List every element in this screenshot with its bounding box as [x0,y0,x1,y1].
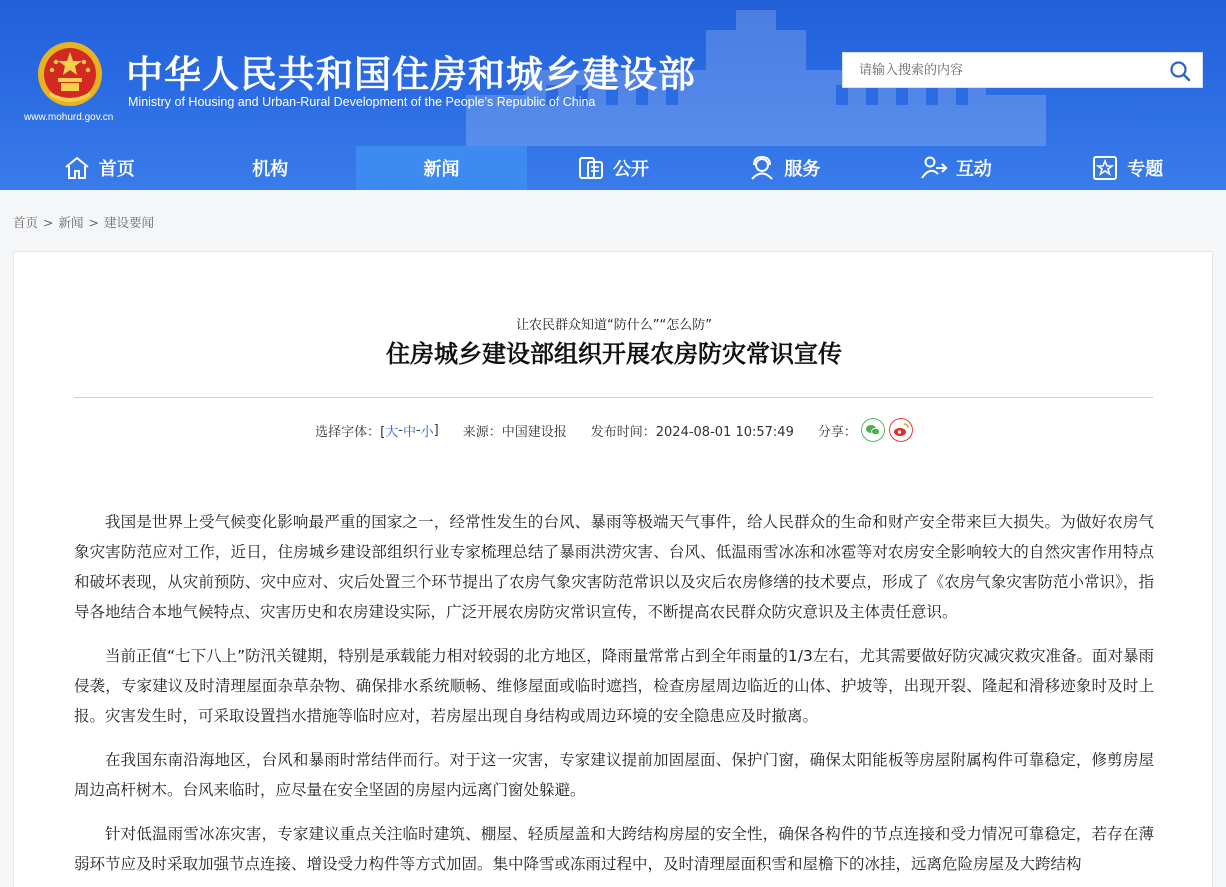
nav-item-news[interactable] [356,146,527,190]
breadcrumb [13,213,154,231]
search-box [842,52,1203,88]
share-label: 分享： [817,424,857,440]
breadcrumb-home[interactable]: 首页 [13,215,39,230]
nav-label: 首页 [98,159,135,180]
article-source: 来源：中国建设报 [462,424,567,440]
document-icon [577,154,605,182]
font-size-label: 选择字体：[ [315,424,386,440]
nav-item-interaction[interactable] [870,146,1041,190]
nav-label: 互动 [955,159,992,180]
breadcrumb-news[interactable]: 新闻 [58,215,84,230]
weibo-share-icon[interactable] [889,418,913,442]
font-small-button[interactable]: 小 [420,424,434,440]
nav-label: 机构 [252,159,289,180]
divider [74,397,1153,398]
nav-item-special-topics[interactable] [1042,146,1213,190]
paragraph: 当前正值“七下八上”防汛关键期，特别是承载能力相对较弱的北方地区，降雨量常常占到全年雨量的1/3左右，尤其需要做好防灾减灾救灾准备。面对暴雨侵袭，专家建议及时清理屋面杂草杂物、确保排水系统顺畅、维修屋面或临时遮挡，检查房屋周边临近的山体、护坡等，出现开裂、隆起和滑移迹象时及时上报。灾害发生时，可采取设置挡水措施等临时应对，若房屋出现自身结构或周边环境的安全隐患应及时撤离。 [74,647,1154,725]
breadcrumb-current[interactable]: 建设要闻 [104,215,155,230]
publish-time: 发布时间：2024-08-01 10:57:49 [590,424,794,440]
nav-label: 服务 [784,159,821,180]
site-title-cn[interactable]: 中华人民共和国住房和城乡建设部 [126,53,696,96]
font-large-button[interactable]: 大 [385,424,399,440]
nav-label: 新闻 [423,159,460,180]
font-separator: - [398,422,403,438]
nav-item-service[interactable] [699,146,870,190]
article-body [74,507,1154,887]
font-separator: - [415,422,421,438]
article-subtitle: 让农民群众知道“防什么”“怎么防” [516,318,712,333]
breadcrumb-separator: > [88,215,99,230]
article-container [13,251,1213,887]
paragraph: 在我国东南沿海地区，台风和暴雨时常结伴而行。对于这一灾害，专家建议提前加固屋面、保护门窗，确保太阳能板等房屋附属构件可靠稳定，修剪房屋周边高杆树木。台风来临时，应尽量在安全坚固的房屋内远离门窗处躲避。 [74,751,1154,799]
home-icon [63,154,91,182]
nav-label: 公开 [612,159,649,180]
star-icon [1091,154,1119,182]
paragraph: 针对低温雨雪冰冻灾害，专家建议重点关注临时建筑、棚屋、轻质屋盖和大跨结构房屋的安全性，确保各构件的节点连接和受力情况可靠稳定，若存在薄弱环节应及时采取加强节点连接、增设受力构件等方式加固。集中降雪或冻雨过程中，及时清理屋面积雪和屋檐下的冰挂，远离危险房屋及大跨结构 [74,825,1154,873]
site-url: www.mohurd.gov.cn [24,112,114,123]
nav-item-public[interactable] [527,146,698,190]
font-size-close: ] [433,422,439,438]
nav-item-home[interactable] [13,146,184,190]
breadcrumb-separator: > [43,215,54,230]
search-input[interactable] [843,53,1153,87]
paragraph: 我国是世界上受气候变化影响最严重的国家之一，经常性发生的台风、暴雨等极端天气事件，给人民群众的生命和财产安全带来巨大损失。为做好农房气象灾害防范应对工作，近日，住房城乡建设部组织行业专家梳理总结了暴雨洪涝灾害、台风、低温雨雪冰冻和冰雹等对农房安全影响较大的自然灾害作用特点和破坏表现，从灾前预防、灾中应对、灾后处置三个环节提出了农房气象灾害防范常识以及灾后农房修缮的技术要点，形成了《农房气象灾害防范小常识》，指导各地结合本地气候特点、灾害历史和农房建设实际，广泛开展农房防灾常识宣传，不断提高农民群众防灾意识及主体责任意识。 [74,513,1154,621]
wechat-share-icon[interactable] [861,418,885,442]
search-icon[interactable] [1168,59,1192,83]
main-nav [13,146,1213,190]
interaction-icon [920,154,948,182]
nav-label: 专题 [1127,159,1164,180]
article-title: 住房城乡建设部组织开展农房防灾常识宣传 [386,340,842,368]
national-emblem-icon [36,40,104,108]
site-title-en: Ministry of Housing and Urban-Rural Development of the People’s Republic of China [128,95,596,109]
service-icon [748,154,776,182]
font-medium-button[interactable]: 中 [402,424,416,440]
article-meta [14,418,1214,442]
nav-item-organization[interactable] [184,146,355,190]
